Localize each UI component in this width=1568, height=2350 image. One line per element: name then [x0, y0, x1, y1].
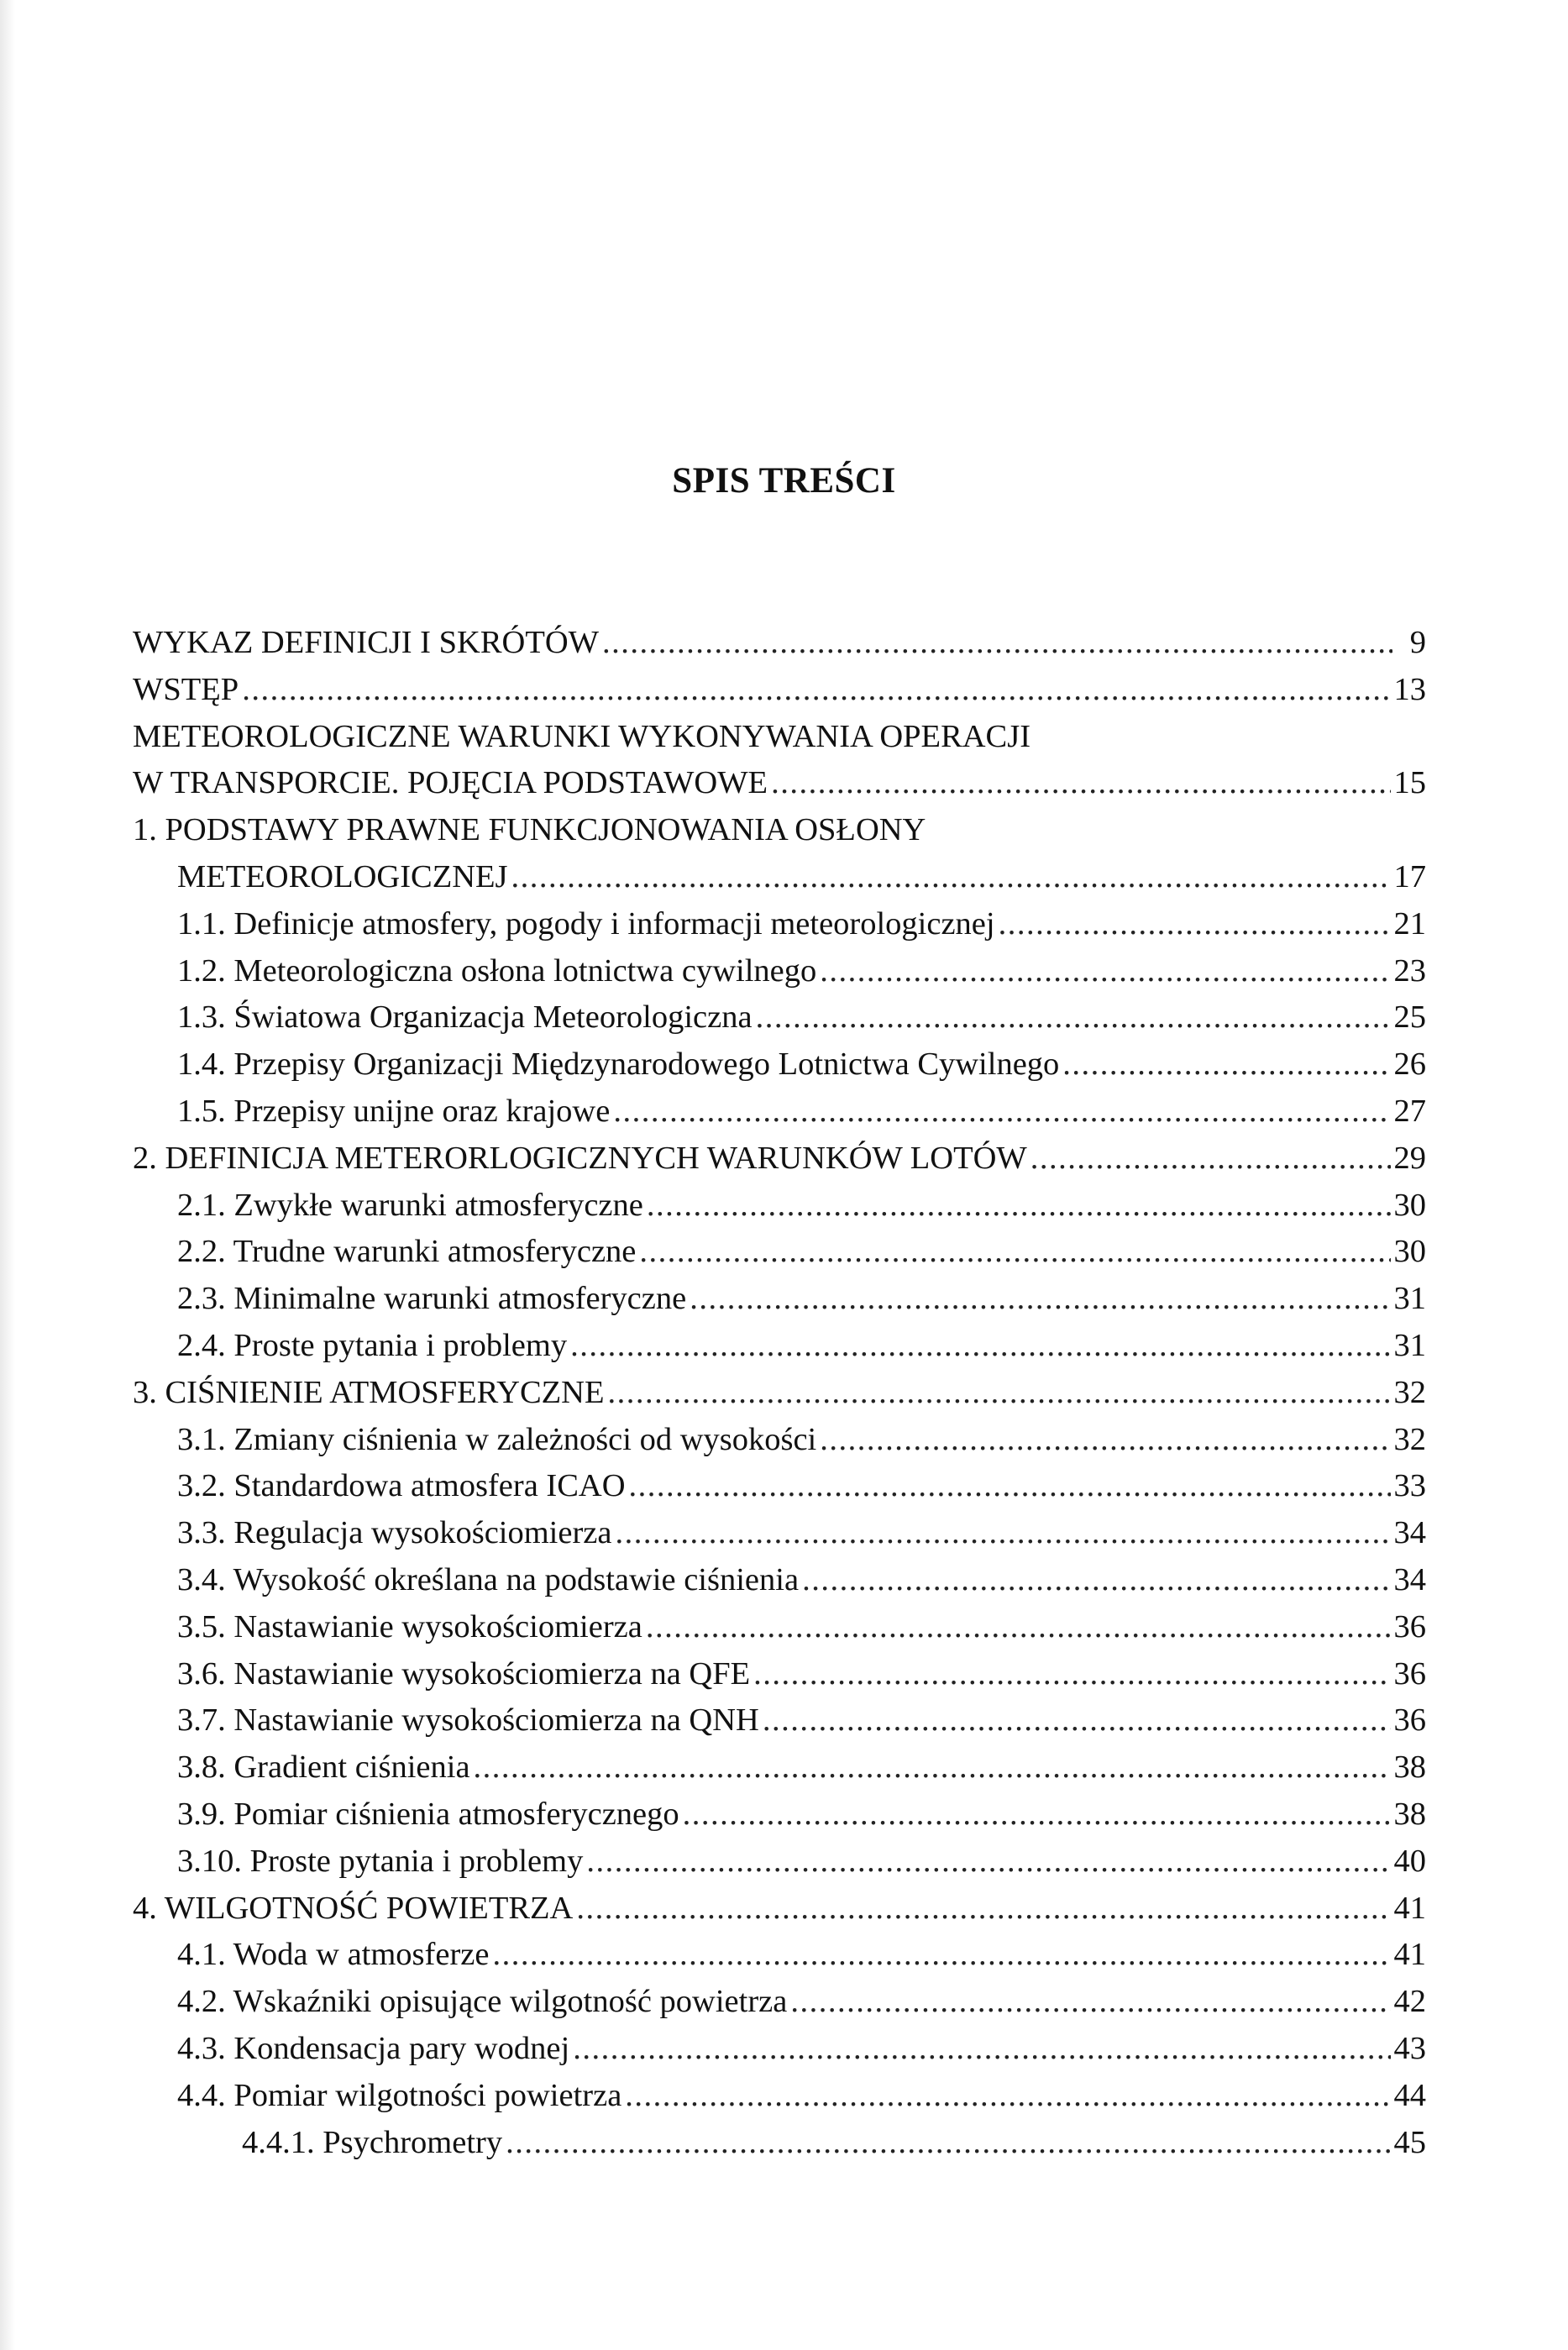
toc-entry-page-number: 31	[1393, 1281, 1426, 1317]
toc-entry	[133, 667, 1426, 714]
toc-entry-label: 2. DEFINICJA METERORLOGICZNYCH WARUNKÓW LOTÓW	[133, 1140, 1027, 1176]
dot-leader	[646, 1604, 1391, 1651]
dot-leader	[613, 1088, 1390, 1136]
dot-leader	[615, 1510, 1390, 1557]
dot-leader	[690, 1276, 1390, 1323]
dot-leader	[820, 948, 1390, 995]
dot-leader	[242, 667, 1390, 714]
toc-entry	[133, 807, 1426, 854]
dot-leader	[771, 760, 1390, 807]
dot-leader	[753, 1651, 1390, 1698]
table-of-contents	[133, 620, 1426, 2166]
toc-entry-page-number: 32	[1393, 1374, 1426, 1410]
toc-entry-page-number: 27	[1393, 1093, 1426, 1129]
dot-leader	[608, 1370, 1391, 1417]
toc-entry-label: 3.8. Gradient ciśnienia	[177, 1749, 470, 1786]
toc-entry-page-number: 29	[1393, 1140, 1426, 1176]
toc-entry-label: 3.3. Regulacja wysokościomierza	[177, 1515, 612, 1551]
toc-entry-page-number: 40	[1393, 1843, 1426, 1879]
toc-entry	[133, 994, 1426, 1041]
toc-entry	[133, 1932, 1426, 1979]
dot-leader	[647, 1183, 1391, 1230]
toc-entry-label: METEOROLOGICZNE WARUNKI WYKONYWANIA OPERACJI	[133, 718, 1031, 754]
dot-leader	[602, 620, 1392, 667]
toc-entry-label: 3.7. Nastawianie wysokościomierza na QNH	[177, 1702, 759, 1739]
toc-entry-label: 2.1. Zwykłe warunki atmosferyczne	[177, 1187, 643, 1223]
toc-entry-label: METEOROLOGICZNEJ	[177, 858, 508, 894]
toc-entry-label: 1.3. Światowa Organizacja Meteorologiczna	[177, 999, 753, 1036]
dot-leader	[820, 1417, 1390, 1464]
toc-entry-page-number: 42	[1393, 1984, 1426, 2020]
toc-entry	[133, 1136, 1426, 1183]
toc-entry-label: 4.4. Pomiar wilgotności powietrza	[177, 2077, 622, 2113]
toc-entry-page-number: 23	[1393, 952, 1426, 989]
toc-entry-page-number: 15	[1393, 765, 1426, 801]
toc-entry-label: WYKAZ DEFINICJI I SKRÓTÓW	[133, 625, 599, 660]
toc-entry-label: 1.5. Przepisy unijne oraz krajowe	[177, 1093, 611, 1129]
dot-leader	[474, 1744, 1391, 1791]
dot-leader	[506, 2120, 1390, 2167]
toc-entry-page-number: 30	[1393, 1234, 1426, 1270]
toc-entry	[133, 2073, 1426, 2120]
toc-entry-page-number: 44	[1393, 2077, 1426, 2113]
toc-entry	[133, 1041, 1426, 1088]
toc-entry-label: 2.2. Trudne warunki atmosferyczne	[177, 1234, 637, 1270]
toc-entry	[133, 1510, 1426, 1557]
toc-entry-page-number: 36	[1393, 1702, 1426, 1739]
toc-entry	[133, 948, 1426, 995]
dot-leader	[625, 2073, 1390, 2120]
toc-entry-label: 4.3. Kondensacja pary wodnej	[177, 2030, 570, 2066]
toc-entry	[133, 1604, 1426, 1651]
toc-entry	[133, 1791, 1426, 1839]
toc-entry-label: 2.4. Proste pytania i problemy	[177, 1327, 568, 1363]
toc-entry-label: 3. CIŚNIENIE ATMOSFERYCZNE	[133, 1374, 605, 1410]
toc-entry	[133, 854, 1426, 901]
dot-leader	[802, 1557, 1390, 1604]
toc-entry-page-number: 34	[1393, 1515, 1426, 1551]
toc-entry-label: 3.1. Zmiany ciśnienia w zależności od wysokości	[177, 1421, 817, 1457]
toc-entry-page-number: 36	[1393, 1655, 1426, 1692]
toc-entry	[133, 2120, 1426, 2167]
toc-entry	[133, 1276, 1426, 1323]
toc-entry-label: 3.5. Nastawianie wysokościomierza	[177, 1608, 642, 1644]
toc-entry-label: 1.4. Przepisy Organizacji Międzynarodowego Lotnictwa Cywilnego	[177, 1046, 1060, 1083]
toc-entry-page-number: 43	[1393, 2030, 1426, 2066]
dot-leader	[576, 1886, 1390, 1933]
toc-entry-label: 4.1. Woda w atmosferze	[177, 1937, 490, 1973]
toc-entry-label: 1.1. Definicje atmosfery, pogody i informacji meteorologicznej	[177, 905, 995, 942]
toc-entry-page-number: 45	[1393, 2124, 1426, 2160]
toc-entry-label: W TRANSPORCIE. POJĘCIA PODSTAWOWE	[133, 765, 768, 801]
toc-entry-label: 4.4.1. Psychrometry	[242, 2124, 503, 2160]
toc-entry-page-number: 9	[1409, 625, 1426, 660]
toc-entry-page-number: 33	[1393, 1468, 1426, 1504]
toc-entry-label: 3.6. Nastawianie wysokościomierza na QFE	[177, 1655, 751, 1692]
toc-entry	[133, 1183, 1426, 1230]
toc-entry	[133, 1323, 1426, 1370]
dot-leader	[629, 1463, 1391, 1510]
toc-entry	[133, 1229, 1426, 1276]
dot-leader	[570, 1323, 1390, 1370]
dot-leader	[511, 854, 1391, 901]
toc-entry-page-number: 31	[1393, 1327, 1426, 1363]
toc-entry-label: 1.2. Meteorologiczna osłona lotnictwa cywilnego	[177, 952, 817, 989]
toc-entry-page-number: 38	[1393, 1796, 1426, 1832]
toc-entry-label: 2.3. Minimalne warunki atmosferyczne	[177, 1281, 687, 1317]
toc-entry-label: 3.2. Standardowa atmosfera ICAO	[177, 1468, 626, 1504]
toc-entry-page-number: 21	[1393, 905, 1426, 942]
dot-leader	[683, 1791, 1391, 1839]
toc-entry-page-number: 17	[1393, 858, 1426, 894]
dot-leader	[1062, 1041, 1390, 1088]
toc-entry	[133, 2026, 1426, 2073]
toc-entry	[133, 1417, 1426, 1464]
toc-entry-page-number: 13	[1393, 671, 1426, 707]
toc-entry	[133, 1839, 1426, 1886]
toc-entry-page-number: 41	[1393, 1937, 1426, 1973]
dot-leader	[1030, 1136, 1391, 1183]
dot-leader	[790, 1979, 1390, 2026]
toc-entry-label: 3.10. Proste pytania i problemy	[177, 1843, 584, 1879]
toc-entry	[133, 1557, 1426, 1604]
toc-entry-label: 1. PODSTAWY PRAWNE FUNKCJONOWANIA OSŁONY	[133, 812, 926, 848]
toc-entry	[133, 760, 1426, 807]
toc-entry	[133, 1651, 1426, 1698]
dot-leader	[639, 1229, 1390, 1276]
toc-entry-page-number: 41	[1393, 1890, 1426, 1926]
toc-entry	[133, 1886, 1426, 1933]
toc-entry-page-number: 38	[1393, 1749, 1426, 1786]
toc-entry-label: 3.4. Wysokość określana na podstawie ciśnienia	[177, 1561, 800, 1597]
toc-entry-page-number: 25	[1393, 999, 1426, 1036]
toc-entry	[133, 1463, 1426, 1510]
toc-entry-page-number: 32	[1393, 1421, 1426, 1457]
page-title: SPIS TREŚCI	[672, 461, 896, 501]
toc-entry	[133, 1370, 1426, 1417]
toc-entry-label: 4. WILGOTNOŚĆ POWIETRZA	[133, 1890, 574, 1926]
toc-entry	[133, 1697, 1426, 1744]
toc-entry-page-number: 30	[1393, 1187, 1426, 1223]
dot-leader	[573, 2026, 1390, 2073]
toc-entry	[133, 1088, 1426, 1136]
dot-leader	[763, 1697, 1391, 1744]
toc-entry-label: 3.9. Pomiar ciśnienia atmosferycznego	[177, 1796, 679, 1832]
toc-entry	[133, 1979, 1426, 2026]
dot-leader	[999, 901, 1391, 948]
toc-entry-page-number: 34	[1393, 1561, 1426, 1597]
dot-leader	[756, 994, 1391, 1041]
toc-entry	[133, 901, 1426, 948]
toc-entry	[133, 620, 1426, 667]
toc-entry-label: WSTĘP	[133, 671, 239, 707]
dot-leader	[586, 1839, 1390, 1886]
toc-entry	[133, 714, 1426, 761]
dot-leader	[492, 1932, 1390, 1979]
toc-entry	[133, 1744, 1426, 1791]
toc-entry-page-number: 36	[1393, 1608, 1426, 1644]
toc-entry-page-number: 26	[1393, 1046, 1426, 1083]
toc-entry-label: 4.2. Wskaźniki opisujące wilgotność powietrza	[177, 1984, 788, 2020]
